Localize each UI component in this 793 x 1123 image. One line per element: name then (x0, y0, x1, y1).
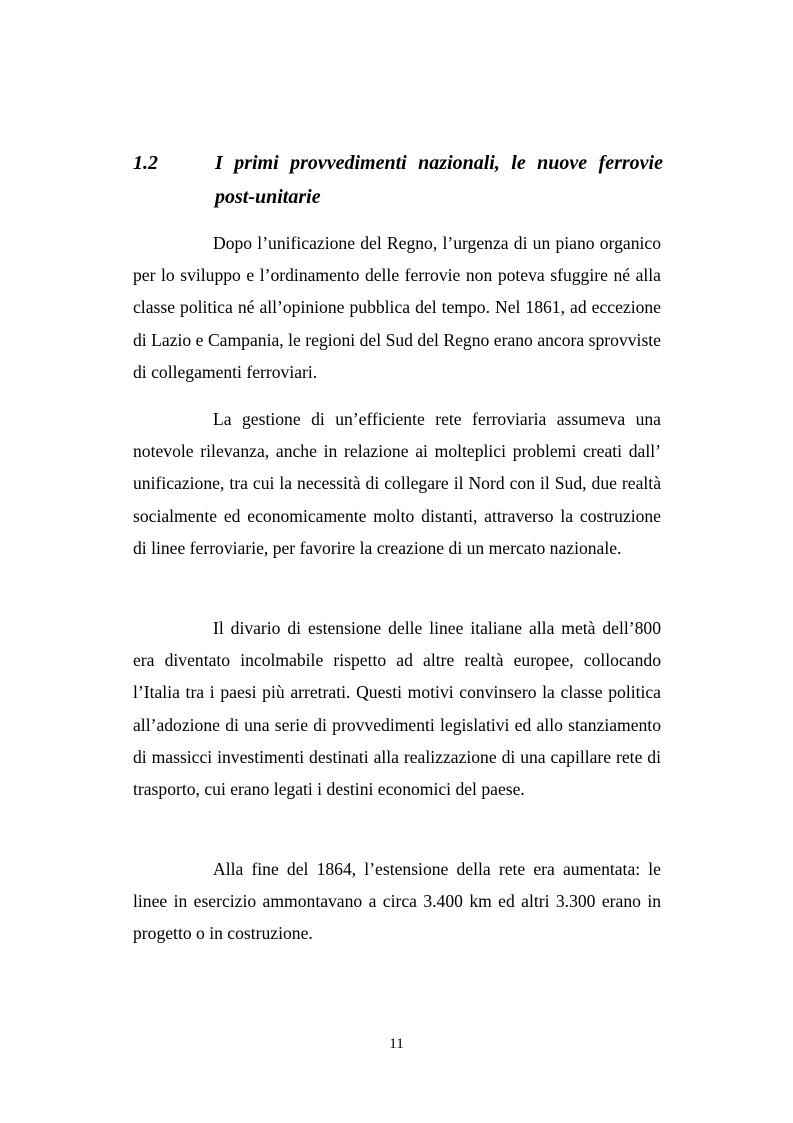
section-number: 1.2 (133, 152, 158, 174)
paragraph: La gestione di un’efficiente rete ferroviaria assumeva una notevole rilevanza, anche in relazione ai molteplici problemi creati dall’ unificazione, tra cui la necessità di collegare il Nord con il Sud, due realtà socialmente ed economicamente molto distanti, attraverso la costruzione di linee ferroviarie, per favorire la creazione di un mercato nazionale. (133, 409, 661, 558)
page-number: 11 (389, 1036, 404, 1052)
paragraph-2-block (133, 403, 661, 564)
paragraph-4-block (133, 853, 661, 950)
paragraph: Il divario di estensione delle linee italiane alla metà dell’800 era diventato incolmabile rispetto ad altre realtà europee, collocando l’Italia tra i paesi più arretrati. Questi motivi convinsero la classe politica all’adozione di una serie di provvedimenti legislativi ed allo stanziamento di massicci investimenti destinati alla realizzazione di una capillare rete di trasporto, cui erano legati i destini economici del paese. (133, 618, 661, 800)
paragraph-3-block (133, 612, 661, 805)
section-title: I primi provvedimenti nazionali, le nuove ferrovie post-unitarie (215, 152, 663, 208)
paragraph: Dopo l’unificazione del Regno, l’urgenza di un piano organico per lo sviluppo e l’ordinamento delle ferrovie non poteva sfuggire né alla classe politica né all’opinione pubblica del tempo. Nel 1861, ad eccezione di Lazio e Campania, le regioni del Sud del Regno erano ancora sprovviste di collegamenti ferroviari. (133, 233, 661, 382)
paragraph-1-block (133, 227, 661, 388)
paragraph: Alla fine del 1864, l’estensione della rete era aumentata: le linee in esercizio ammontavano a circa 3.400 km ed altri 3.300 erano in progetto o in costruzione. (133, 859, 661, 944)
